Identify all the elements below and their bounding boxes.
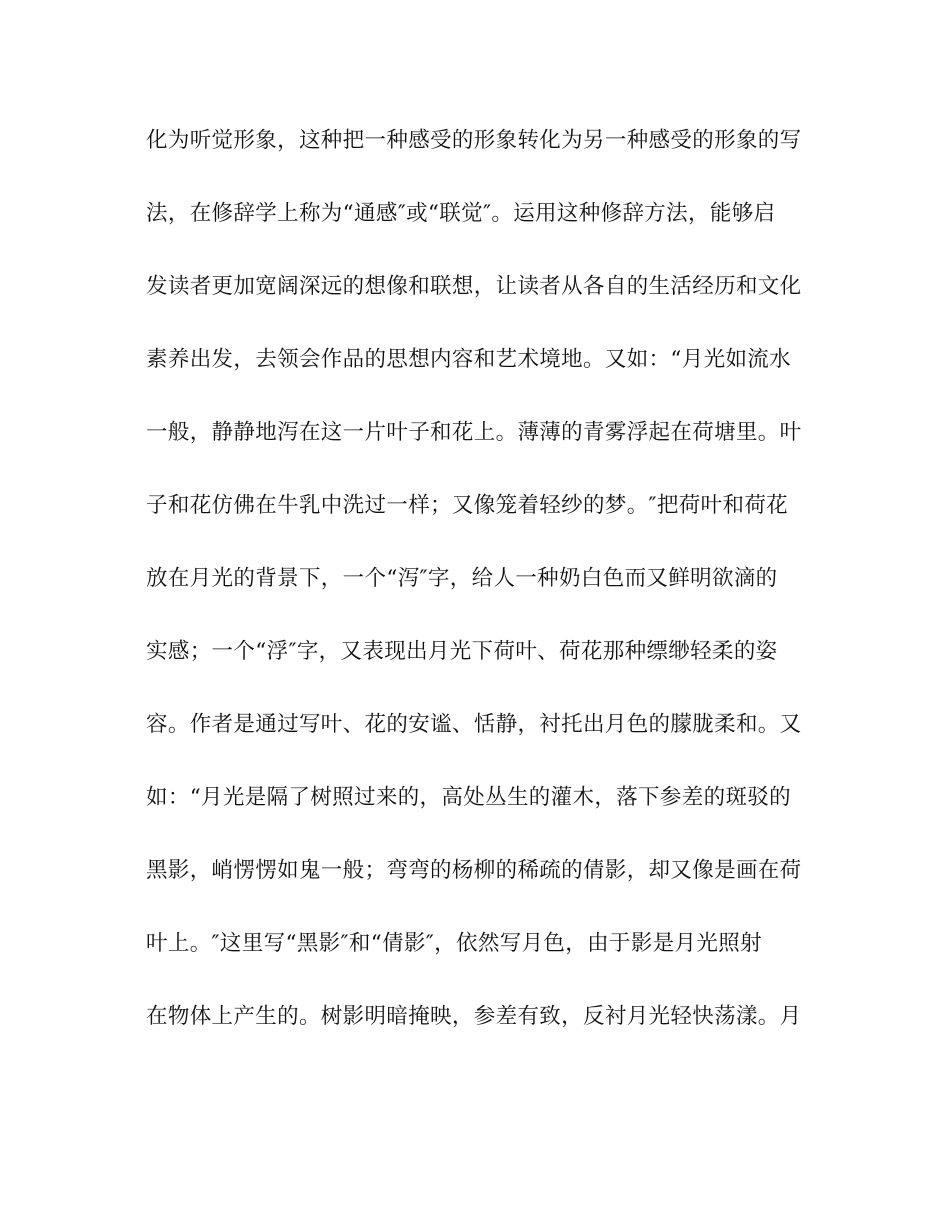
text-line-9: 容。作者是通过写叶、花的安谧、恬静，衬托出月色的朦胧柔和。又 bbox=[146, 712, 802, 737]
text-line-7: 放在月光的背景下，一个“泻″字，给人一种奶白色而又鲜明欲滴的 bbox=[146, 566, 778, 591]
body-text bbox=[146, 118, 806, 1067]
text-line-6: 子和花仿佛在牛乳中洗过一样；又像笼着轻纱的梦。″把荷叶和荷花 bbox=[146, 493, 789, 518]
text-line-8: 实感；一个“浮″字，又表现出月光下荷叶、荷花那种缥缈轻柔的姿 bbox=[146, 639, 778, 664]
text-line-12: 叶上。″这里写“黑影″和“倩影″，依然写月色，由于影是月光照射 bbox=[146, 931, 762, 956]
text-line-1: 化为听觉形象，这种把一种感受的形象转化为另一种感受的形象的写 bbox=[146, 128, 802, 153]
text-line-13: 在物体上产生的。树影明暗掩映，参差有致，反衬月光轻快荡漾。月 bbox=[146, 1004, 802, 1029]
text-line-4: 素养出发，去领会作品的思想内容和艺术境地。又如：“月光如流水 bbox=[146, 347, 791, 372]
text-line-3: 发读者更加宽阔深远的想像和联想，让读者从各自的生活经历和文化 bbox=[146, 274, 802, 299]
text-line-10: 如：“月光是隔了树照过来的，高处丛生的灌木，落下参差的斑驳的 bbox=[146, 785, 791, 810]
text-line-5: 一般，静静地泻在这一片叶子和花上。薄薄的青雾浮起在荷塘里。叶 bbox=[146, 420, 802, 445]
text-line-11: 黑影，峭愣愣如鬼一般；弯弯的杨柳的稀疏的倩影，却又像是画在荷 bbox=[146, 858, 802, 883]
text-line-2: 法，在修辞学上称为“通感″或“联觉″。运用这种修辞方法，能够启 bbox=[146, 201, 776, 226]
